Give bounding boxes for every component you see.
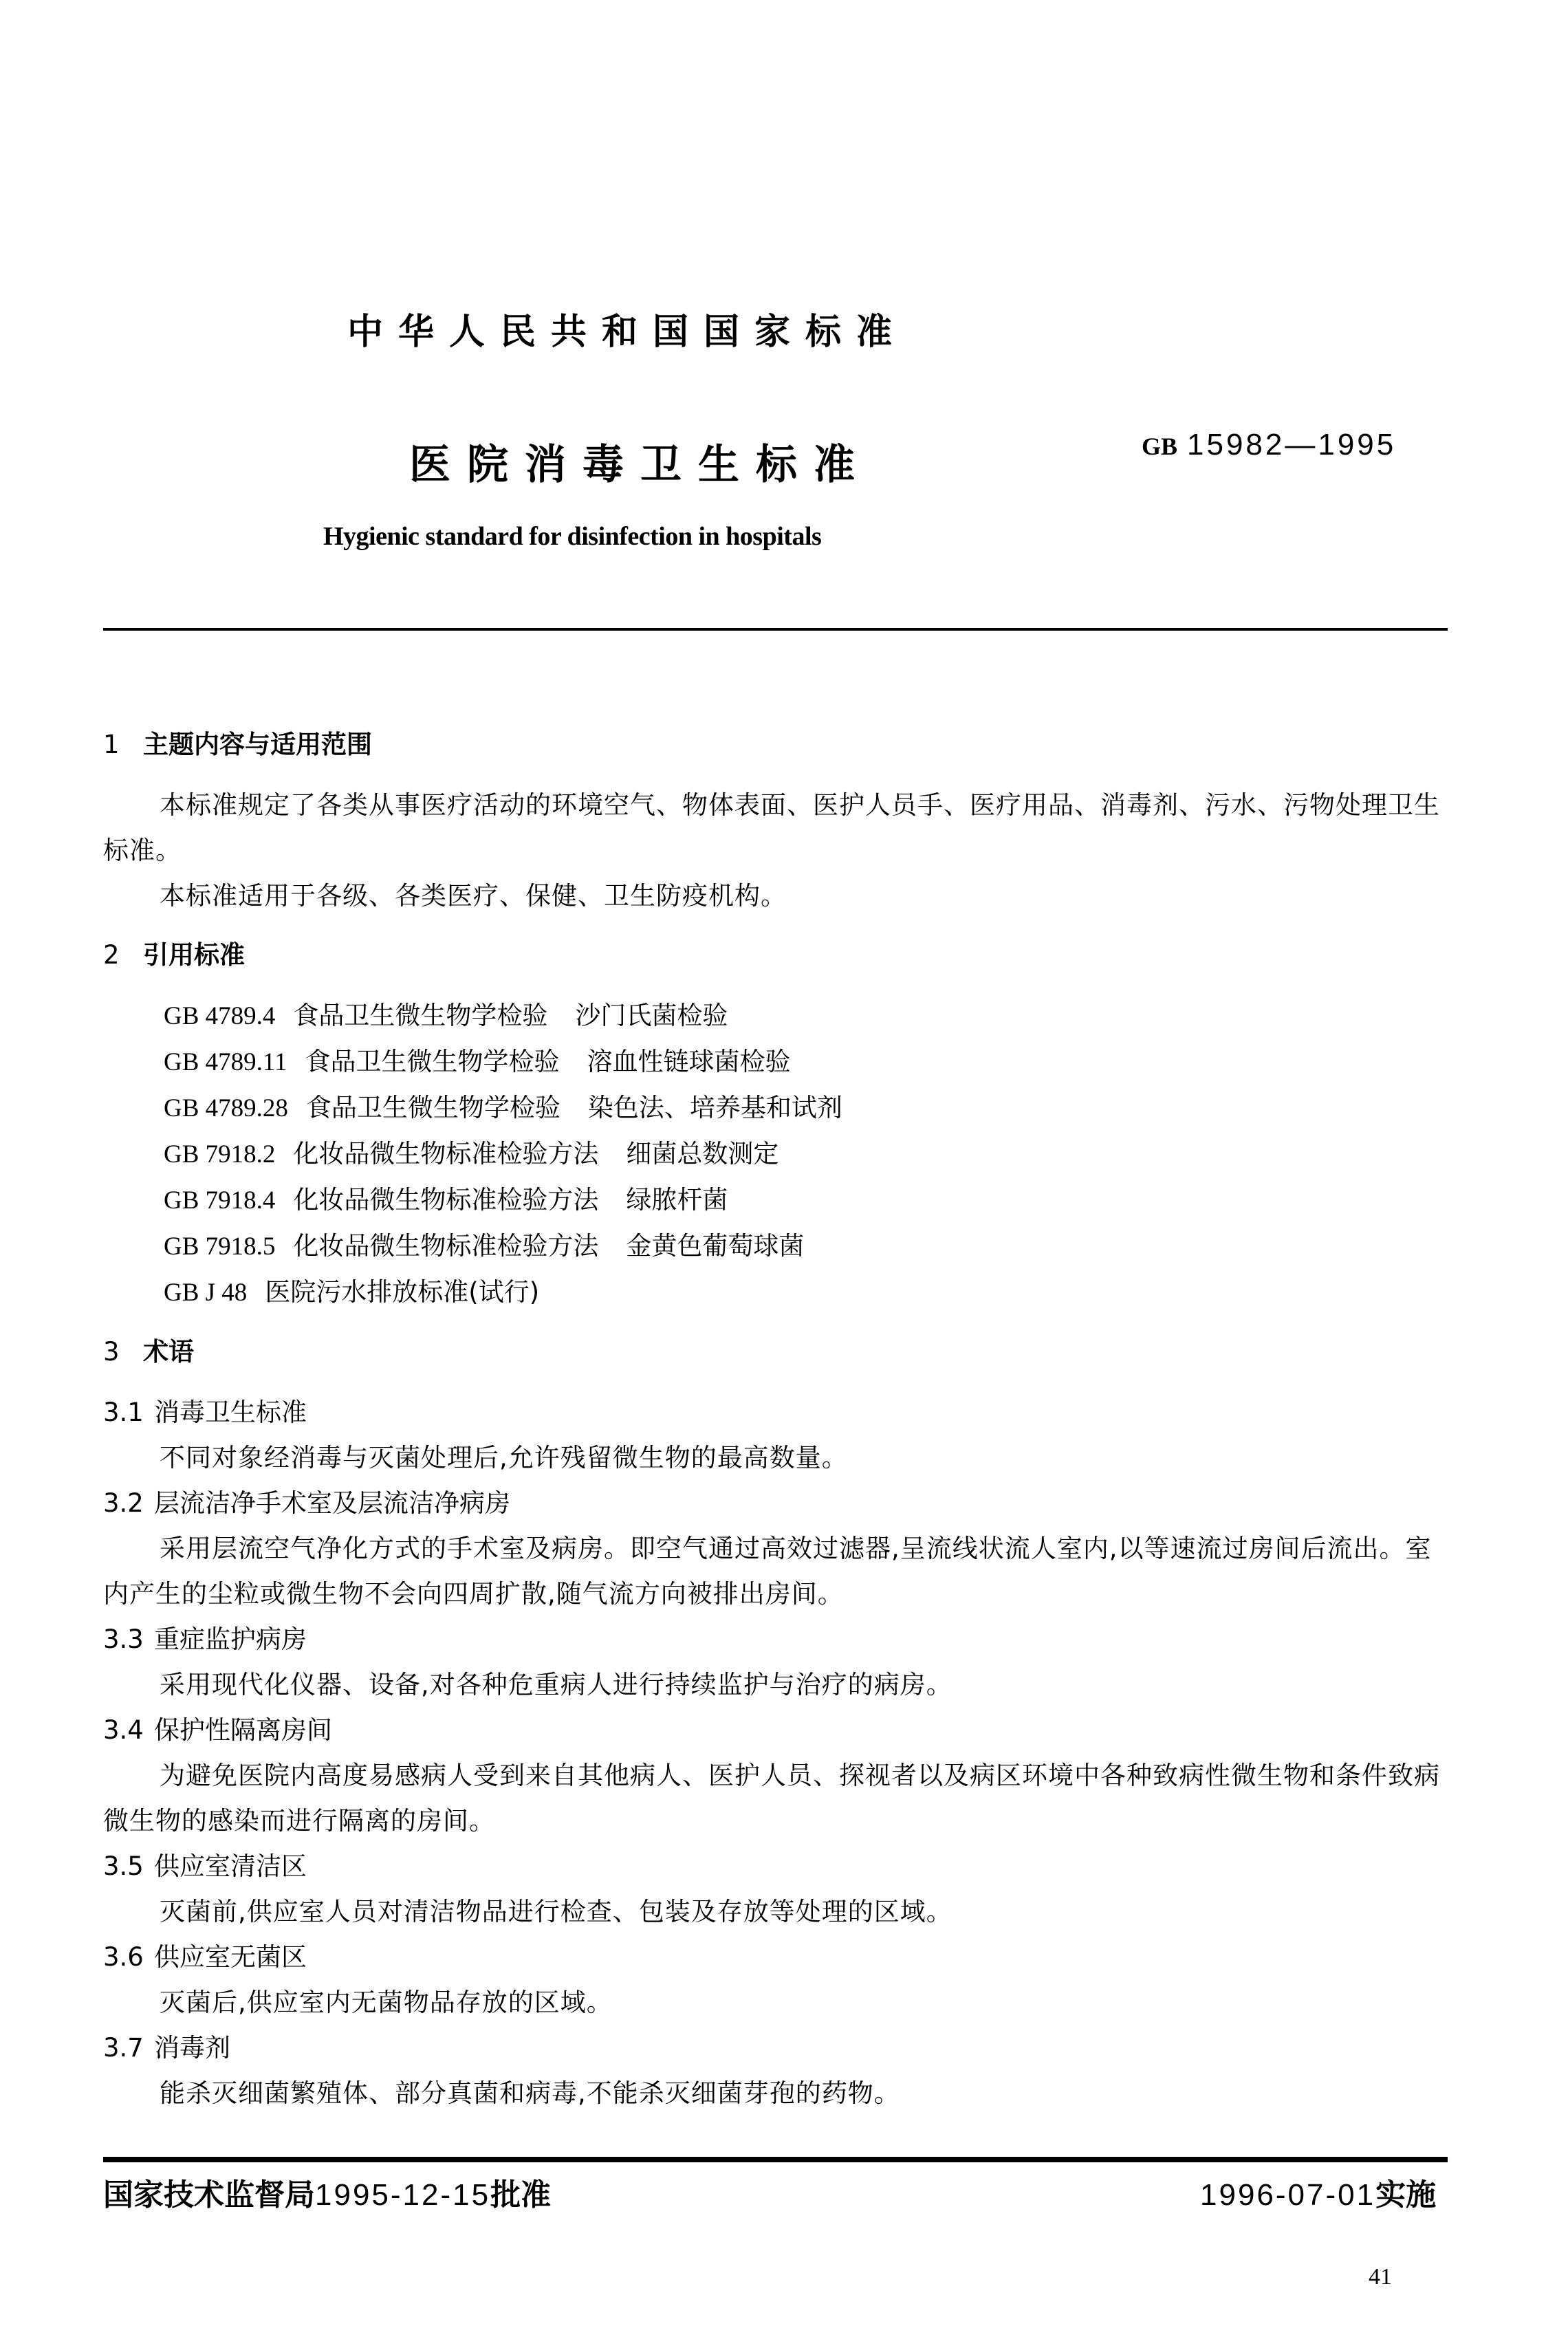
effective-suffix: 实施 bbox=[1375, 2177, 1437, 2213]
document-title-en: Hygienic standard for disinfection in hospitals bbox=[323, 522, 822, 551]
standard-code: 15982—1995 bbox=[1187, 428, 1397, 461]
reference-item bbox=[103, 1085, 1451, 1131]
definition-text: 灭菌前,供应室人员对清洁物品进行检查、包装及存放等处理的区域。 bbox=[160, 1897, 952, 1926]
definition-text: 采用现代化仪器、设备,对各种危重病人进行持续监护与治疗的病房。 bbox=[160, 1670, 952, 1699]
reference-code: GB 7918.5 bbox=[164, 1232, 276, 1261]
definition-text: 灭菌后,供应室内无菌物品存放的区域。 bbox=[160, 1988, 613, 2017]
reference-code: GB 7918.4 bbox=[164, 1186, 276, 1215]
approval-org: 国家技术监督局 bbox=[103, 2177, 315, 2213]
standard-number bbox=[1142, 428, 1396, 462]
reference-subtitle: 绿脓杆菌 bbox=[626, 1185, 728, 1215]
reference-title: 医院污水排放标准(试行) bbox=[265, 1277, 540, 1307]
subsection-heading bbox=[103, 1617, 1451, 1662]
effective-date: 1996-07-01 bbox=[1200, 2178, 1376, 2212]
definition-text: 不同对象经消毒与灭菌处理后,允许残留微生物的最高数量。 bbox=[160, 1443, 848, 1472]
subsection-title: 供应室清洁区 bbox=[154, 1851, 307, 1881]
document-title-cn: 医院消毒卫生标准 bbox=[409, 441, 871, 489]
section-title: 引用标准 bbox=[143, 940, 245, 970]
footer-divider bbox=[103, 2157, 1448, 2162]
reference-code: GB 4789.28 bbox=[164, 1094, 288, 1122]
subsection-number: 3.4 bbox=[103, 1715, 144, 1745]
reference-title: 食品卫生微生物学检验 bbox=[305, 1093, 560, 1122]
approval-line bbox=[103, 2170, 551, 2214]
reference-title: 化妆品微生物标准检验方法 bbox=[293, 1139, 599, 1168]
subsection-number: 3.5 bbox=[103, 1851, 144, 1881]
subsection-title: 保护性隔离房间 bbox=[154, 1715, 332, 1745]
reference-subtitle: 金黄色葡萄球菌 bbox=[626, 1231, 805, 1261]
subsection-number: 3.3 bbox=[103, 1624, 144, 1654]
section-title: 术语 bbox=[143, 1337, 194, 1367]
reference-item bbox=[103, 1270, 1451, 1316]
subsection-heading bbox=[103, 1935, 1451, 1980]
reference-item bbox=[103, 1131, 1451, 1177]
national-standard-heading: 中华人民共和国国家标准 bbox=[347, 312, 908, 353]
document-body bbox=[103, 722, 1451, 2116]
subsection-title: 重症监护病房 bbox=[154, 1624, 307, 1654]
reference-code: GB 7918.2 bbox=[164, 1140, 276, 1168]
paragraph: 本标准规定了各类从事医疗活动的环境空气、物体表面、医护人员手、医疗用品、消毒剂、污水、污物处理卫生标准。 bbox=[103, 790, 1440, 865]
header-divider bbox=[103, 628, 1448, 631]
reference-item bbox=[103, 1177, 1451, 1224]
subsection-number: 3.1 bbox=[103, 1398, 144, 1427]
reference-title: 食品卫生微生物学检验 bbox=[293, 1001, 548, 1030]
subsection-title: 消毒剂 bbox=[154, 2033, 230, 2063]
section-number: 2 bbox=[103, 940, 120, 970]
reference-title: 食品卫生微生物学检验 bbox=[305, 1047, 560, 1076]
definition-text: 能杀灭细菌繁殖体、部分真菌和病毒,不能杀灭细菌芽孢的药物。 bbox=[160, 2078, 900, 2108]
reference-code: GB 4789.4 bbox=[164, 1002, 276, 1030]
subsection-heading bbox=[103, 2025, 1451, 2071]
section-heading bbox=[103, 1329, 1451, 1375]
reference-item bbox=[103, 1224, 1451, 1270]
reference-title: 化妆品微生物标准检验方法 bbox=[293, 1185, 599, 1215]
reference-title: 化妆品微生物标准检验方法 bbox=[293, 1231, 599, 1261]
subsection-number: 3.7 bbox=[103, 2033, 144, 2063]
reference-item bbox=[103, 993, 1451, 1039]
reference-subtitle: 细菌总数测定 bbox=[626, 1139, 779, 1168]
subsection-title: 消毒卫生标准 bbox=[154, 1398, 307, 1427]
subsection-number: 3.2 bbox=[103, 1488, 144, 1518]
reference-item bbox=[103, 1039, 1451, 1085]
reference-subtitle: 沙门氏菌检验 bbox=[575, 1001, 728, 1030]
definition-text: 为避免医院内高度易感病人受到来自其他病人、医护人员、探视者以及病区环境中各种致病性微生物和条件致病微生物的感染而进行隔离的房间。 bbox=[103, 1761, 1440, 1836]
subsection-title: 供应室无菌区 bbox=[154, 1942, 307, 1972]
section-number: 1 bbox=[103, 730, 120, 759]
reference-code: GB 4789.11 bbox=[164, 1048, 287, 1076]
approval-suffix: 批准 bbox=[490, 2177, 552, 2213]
reference-subtitle: 染色法、培养基和试剂 bbox=[587, 1093, 842, 1122]
subsection-number: 3.6 bbox=[103, 1942, 144, 1972]
subsection-heading bbox=[103, 1481, 1451, 1526]
section-heading bbox=[103, 933, 1451, 978]
reference-code: GB J 48 bbox=[164, 1279, 248, 1307]
approval-date: 1995-12-15 bbox=[315, 2178, 491, 2212]
subsection-heading bbox=[103, 1844, 1451, 1889]
standard-prefix: GB bbox=[1142, 433, 1178, 460]
paragraph: 本标准适用于各级、各类医疗、保健、卫生防疫机构。 bbox=[160, 881, 787, 911]
definition-text: 采用层流空气净化方式的手术室及病房。即空气通过高效过滤器,呈流线状流人室内,以等速流过房间后流出。室内产生的尘粒或微生物不会向四周扩散,随气流方向被排出房间。 bbox=[103, 1534, 1432, 1609]
page-number: 41 bbox=[1369, 2264, 1392, 2290]
subsection-heading bbox=[103, 1708, 1451, 1753]
section-heading bbox=[103, 722, 1451, 768]
section-number: 3 bbox=[103, 1337, 120, 1367]
reference-subtitle: 溶血性链球菌检验 bbox=[587, 1047, 791, 1076]
subsection-heading bbox=[103, 1390, 1451, 1435]
effective-line bbox=[1200, 2170, 1436, 2214]
subsection-title: 层流洁净手术室及层流洁净病房 bbox=[154, 1488, 510, 1518]
section-title: 主题内容与适用范围 bbox=[143, 730, 372, 759]
